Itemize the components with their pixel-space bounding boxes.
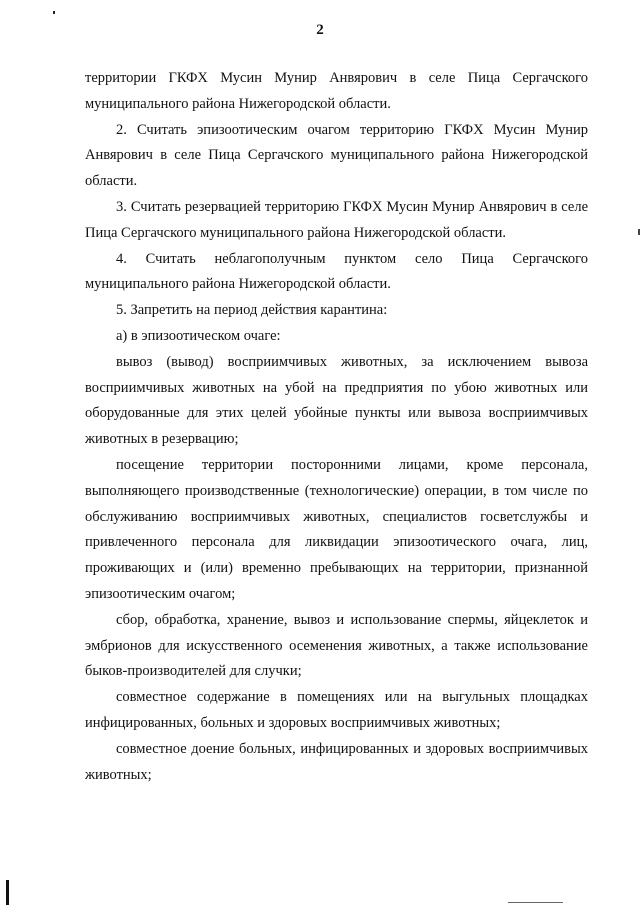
- paragraph-item-5: 5. Запретить на период действия карантина:: [116, 302, 388, 319]
- paragraph-subitem-a: а) в эпизоотическом очаге:: [116, 327, 281, 344]
- paragraph-ban-joint-milking: совместное доение больных, инфицированных и здоровых восприимчивых животных;: [85, 740, 588, 783]
- scan-edge-mark: [6, 880, 9, 905]
- paragraph-ban-joint-keeping: совместное содержание в помещениях или на выгульных площадках инфицированных, больных и здоровых восприимчивых животных;: [85, 689, 588, 731]
- document-body: [85, 66, 588, 788]
- scan-speck: [53, 11, 55, 14]
- paragraph-item-3: 3. Считать резервацией территорию ГКФХ Мусин Мунир Анвярович в селе Пица Сергачского муниципального района Нижегородской области.: [85, 198, 588, 241]
- paragraph-ban-removal: вывоз (вывод) восприимчивых животных, за исключением вывоза восприимчивых животных на убой на предприятия по убою животных или оборудованные для этих целей убойные пункты или вывоза восприимчивых животных в резервацию;: [85, 353, 588, 448]
- paragraph-item-2: 2. Считать эпизоотическим очагом территорию ГКФХ Мусин Мунир Анвярович в селе Пица Сергачского муниципального района Нижегородской области.: [85, 121, 588, 190]
- page-number: 2: [316, 22, 324, 38]
- paragraph-continuation: территории ГКФХ Мусин Мунир Анвярович в селе Пица Сергачского муниципального района Нижегородской области.: [85, 70, 588, 112]
- paragraph-ban-sperm: сбор, обработка, хранение, вывоз и использование спермы, яйцеклеток и эмбрионов для искусственного осеменения животных, а также использование быков-производителей для случки;: [85, 611, 588, 680]
- paragraph-ban-visits: посещение территории посторонними лицами, кроме персонала, выполняющего производственные (технологические) операции, в том числе по обслуживанию восприимчивых животных, специалистов госветслужбы и привлеченного персонала для ликвидации эпизоотического очага, лиц, проживающих и (или) временно пребывающих на территории, признанной эпизоотическим очагом;: [85, 456, 588, 602]
- scan-bottom-line: [508, 902, 563, 903]
- paragraph-item-4: 4. Считать неблагополучным пунктом село Пица Сергачского муниципального района Нижегородской области.: [85, 250, 588, 293]
